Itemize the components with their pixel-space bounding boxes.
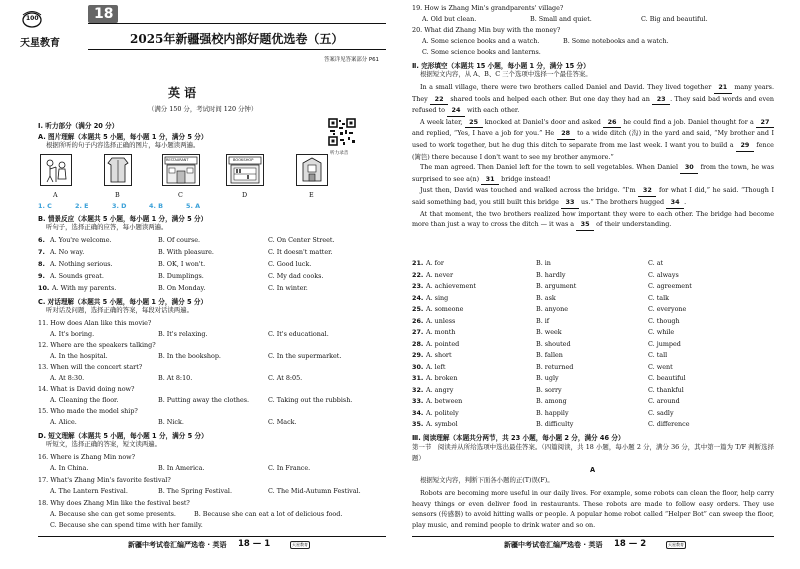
qr-code[interactable] — [328, 118, 356, 146]
option-row-34-c[interactable]: C. sadly — [648, 408, 674, 417]
picture-d-bookshop — [226, 154, 264, 186]
question-10-option-c: C. In winter. — [268, 284, 308, 292]
question-9-option-a: A. Sounds great. — [50, 272, 104, 280]
option-row-28-b[interactable]: B. shouted — [536, 339, 571, 348]
option-row-27-number: 27. — [412, 328, 424, 336]
blank-33[interactable]: 33 — [561, 197, 579, 209]
question-13-option-c: C. At 8:05. — [268, 374, 303, 382]
question-14: 14. What is David doing now? — [38, 385, 135, 393]
question-6-number: 6. — [38, 236, 45, 244]
question-10-option-b: B. On Monday. — [158, 284, 206, 292]
option-row-26-number: 26. — [412, 316, 424, 325]
picture-e-building — [296, 154, 328, 186]
option-row-23-number: 23. — [412, 282, 424, 290]
cloze-p2-b: knocked at Daniel's door and asked — [484, 117, 601, 126]
question-17: 17. What's Zhang Min's favorite festival? — [38, 476, 171, 484]
option-row-32-c[interactable]: C. thankful — [648, 385, 684, 394]
question-20: 20. What did Zhang Min buy with the money? — [412, 26, 561, 34]
logo-brand: 天星教育 — [20, 38, 60, 49]
option-row-22-a[interactable]: A. never — [426, 270, 454, 279]
blank-23[interactable]: 23 — [652, 94, 670, 106]
option-row-35-a[interactable]: A. symbol — [426, 420, 458, 428]
option-row-24-b[interactable]: B. ask — [536, 293, 556, 302]
question-15-option-b: B. Nick. — [158, 418, 184, 426]
option-row-29-number: 29. — [412, 351, 424, 359]
question-7-option-a: A. No way. — [50, 248, 85, 256]
blank-26[interactable]: 26 — [603, 117, 621, 129]
option-row-28-c[interactable]: C. jumped — [648, 339, 681, 348]
question-6-option-b: B. Of course. — [158, 236, 201, 244]
cloze-p3-c: bridge instead! — [501, 174, 551, 183]
blank-24[interactable]: 24 — [447, 105, 465, 117]
left-spacer — [0, 0, 1, 569]
question-19: 19. How is Zhang Min's grandparents' village? — [412, 4, 564, 12]
option-row-31-b[interactable]: B. ugly — [536, 374, 559, 382]
cloze-p1-c: shared tools and helped each other. But one day they had an — [450, 94, 650, 103]
question-7-option-c: C. It doesn't matter. — [268, 248, 333, 256]
option-row-34-a[interactable]: A. politely — [426, 408, 459, 417]
question-8-option-b: B. OK, I won't. — [158, 260, 206, 268]
cloze-p1-a: In a small village, there were two brothers called Daniel and David. They lived together — [420, 83, 712, 91]
question-6-option-a: A. You're welcome. — [50, 236, 112, 244]
cloze-title: Ⅱ. 完形填空（本题共 15 小题，每小题 1 分，满分 15 分） — [412, 62, 590, 70]
question-19-option-c: C. Big and beautiful. — [641, 15, 708, 23]
option-row-24-number: 24. — [412, 293, 424, 302]
option-row-22-number: 22. — [412, 270, 424, 279]
listening-a-title: A. 图片理解（本题共 5 小题，每小题 1 分，满分 5 分） — [38, 133, 208, 141]
option-row-25-number: 25. — [412, 305, 424, 313]
answer-2: 2. E — [75, 202, 89, 210]
question-16: 16. Where is Zhang Min now? — [38, 453, 136, 461]
option-row-31-number: 31. — [412, 374, 424, 382]
cloze-p1-e: with each other. — [467, 106, 520, 115]
question-19-option-b: B. Small and quiet. — [530, 15, 592, 23]
question-15-option-a: A. Alice. — [50, 418, 77, 426]
option-row-24-a[interactable]: A. sing — [426, 293, 449, 302]
question-13-option-b: B. At 8:10. — [158, 374, 193, 382]
answer-1: 1. C — [38, 202, 52, 210]
passage-a-label: A — [590, 466, 596, 474]
listening-c-instruction: 听对话及问题，选择正确的答案，每段对话读两遍。 — [46, 306, 193, 314]
option-row-23-b[interactable]: B. argument — [536, 282, 577, 290]
option-row-35-c[interactable]: C. difference — [648, 420, 690, 428]
blank-29[interactable]: 29 — [736, 140, 754, 152]
question-10-number: 10. — [38, 284, 50, 292]
question-11-option-a: A. It's boring. — [50, 330, 95, 338]
option-row-26-b[interactable]: B. if — [536, 316, 550, 325]
header-rule — [88, 23, 386, 24]
right-page — [400, 0, 800, 569]
score-line: （满分 150 分，考试时间 120 分钟） — [148, 105, 258, 113]
logo-number: 100 — [26, 15, 39, 22]
option-row-33-a[interactable]: A. between — [426, 397, 463, 405]
listening-d-title: D. 短文理解（本题共 5 小题，每小题 1 分，满分 5 分） — [38, 432, 208, 440]
option-row-21-c[interactable]: C. at — [648, 259, 664, 267]
footer-stamp-right: 天星教育 — [668, 542, 684, 547]
question-15-option-c: C. Mack. — [268, 418, 297, 426]
option-row-26-c[interactable]: C. though — [648, 316, 680, 325]
question-17-option-c: C. The Mid-Autumn Festival. — [268, 487, 361, 495]
blank-35[interactable]: 35 — [576, 219, 594, 231]
cloze-p2-f: fence (篱笆) there because I don't want to see my brother anymore.” — [412, 140, 774, 161]
picture-label-b: B — [115, 191, 120, 199]
option-row-35-b[interactable]: B. difficulty — [536, 420, 574, 428]
picture-c-restaurant — [162, 154, 200, 186]
footer-rule — [38, 536, 386, 537]
option-row-25-b[interactable]: B. anyone — [536, 305, 569, 313]
option-row-32-number: 32. — [412, 385, 424, 394]
option-row-22-b[interactable]: B. hardly — [536, 270, 566, 279]
answer-reference: 答案详见答案部分 P61 — [324, 57, 379, 63]
option-row-33-b[interactable]: B. among — [536, 397, 567, 405]
reading-title: Ⅲ. 阅读理解（本题共分两节，共 23 小题，每小题 2 分，满分 46 分） — [412, 434, 625, 442]
blank-25[interactable]: 25 — [465, 117, 483, 129]
question-14-option-a: A. Cleaning the floor. — [50, 396, 119, 404]
picture-label-a: A — [53, 191, 58, 199]
picture-a-kids-cleaning — [40, 154, 72, 186]
option-row-23-a[interactable]: A. achievement — [426, 282, 476, 290]
listening-d-instruction: 听短文，选择正确的答案，短文读两遍。 — [46, 440, 162, 448]
exam-title: 2025年新疆强校内部好题优选卷（五） — [130, 32, 344, 46]
question-17-option-b: B. The Spring Festival. — [158, 487, 233, 495]
blank-34[interactable]: 34 — [666, 197, 684, 209]
listening-a-instruction: 根据所听的句子内容选择正确的图片，每小题读两遍。 — [46, 141, 200, 149]
option-row-27-a[interactable]: A. month — [426, 328, 456, 336]
question-15: 15. Who made the model ship? — [38, 407, 138, 415]
cloze-p2-e: to a wide ditch (沟) in the yard and said, “My brother and I used to work together, but he dug this ditch to separate from me last week. I want you to build a — [412, 129, 774, 149]
option-row-30-a[interactable]: A. left — [426, 362, 446, 371]
cloze-p4-c: us.” The brothers hugged — [581, 197, 665, 206]
subject-title: 英 语 — [168, 86, 197, 100]
question-14-option-b: B. Putting away the clothes. — [158, 396, 250, 404]
option-row-26-a[interactable]: A. unless — [426, 316, 456, 325]
question-18-option-a: A. Because she can get some presents. — [50, 510, 176, 518]
cloze-p4-a: Just then, David was touched and walked across the bridge. “I'm — [420, 186, 636, 195]
option-row-33-number: 33. — [412, 397, 424, 405]
question-6-option-c: C. On Center Street. — [268, 236, 335, 244]
option-row-21-b[interactable]: B. in — [536, 259, 551, 267]
header-rule-bottom — [88, 49, 386, 50]
blank-21[interactable]: 21 — [714, 82, 732, 94]
footer-page-right: 18 — 2 — [614, 539, 647, 549]
footer-rule-right — [412, 536, 774, 537]
question-11: 11. How does Alan like this movie? — [38, 319, 152, 327]
blank-22[interactable]: 22 — [430, 94, 448, 106]
question-8-number: 8. — [38, 260, 45, 268]
option-row-29-c[interactable]: C. tall — [648, 351, 668, 359]
option-row-29-b[interactable]: B. fallen — [536, 351, 563, 359]
question-20-option-c: C. Some science books and lanterns. — [422, 48, 541, 56]
reading-section-one: 第一节 阅读并从所给选项中选出最佳答案。（四篇阅读，共 18 小题，每小题 2 分，满分 36 分，其中第一篇为 T/F 判断选择题） — [412, 443, 774, 462]
option-row-33-c[interactable]: C. around — [648, 397, 680, 405]
option-row-35-number: 35. — [412, 420, 424, 428]
question-10-option-a: A. With my parents. — [52, 284, 117, 292]
answer-4: 4. B — [149, 202, 163, 210]
option-row-30-c[interactable]: C. went — [648, 362, 673, 371]
question-17-option-a: A. The Lantern Festival. — [50, 487, 128, 495]
blank-28[interactable]: 28 — [557, 128, 575, 140]
restaurant-sign: RESTAURANT — [166, 158, 189, 162]
option-row-28-number: 28. — [412, 339, 424, 348]
question-18-option-b: B. Because she can eat a lot of delicious food. — [194, 510, 343, 518]
cloze-p2-c: he could find a job. Daniel thought for a — [623, 117, 754, 126]
cloze-passage: In a small village, there were two brothers called Daniel and David. They lived together 21 many years. They 22 shared tools and helped each other. But one day they had an 23 . They said bad words and even refused to 24 with each other. A week later, 25 knocked at Daniel's door and asked 26 he could find a job. Daniel thought for a 27 and replied, “Yes, I have a job for you.” He 28 to a wide ditch (沟) in the yard and said, “My brother and I used to work together, but he dug this ditch to separate from me last week. I want you to build a 29 fence (篱笆) there because I don't want to see my brother anymore.” The man agreed. Then Daniel left for the town to sell vegetables. When Daniel 30 from the town, he was surprised to see a(n) 31 bridge instead! Just then, David was touched and walked across the bridge. “I'm 32 for what I did,” he said. “Though I said something bad, you still built this bridge 33 us.” The brothers hugged 34 . At that moment, the two brothers realized how important they were to each other. The bridge had become more than just a way to cross the ditch — it was a 35 of their understanding. — [412, 82, 774, 231]
option-row-28-a[interactable]: A. pointed — [426, 339, 460, 348]
cloze-p5-a: At that moment, the two brothers realized how important they were to each other. The bridge had become more than just a way to cross the ditch — it was a — [412, 209, 774, 229]
blank-31[interactable]: 31 — [481, 174, 499, 186]
blank-27[interactable]: 27 — [756, 117, 774, 129]
option-row-34-number: 34. — [412, 408, 424, 417]
cloze-p2-a: A week later, — [420, 117, 463, 126]
picture-label-d: D — [242, 191, 248, 199]
listening-b-instruction: 听句子，选择正确的应答，每小题读两遍。 — [46, 223, 168, 231]
question-16-option-a: A. In China. — [50, 464, 89, 472]
option-row-27-b[interactable]: B. week — [536, 328, 562, 336]
cloze-p4-b: for what I did,” he said. “Though I said something bad, you still built this bridge — [412, 186, 774, 206]
cloze-p3-b: from the town, he was surprised to see a(n) — [412, 163, 774, 183]
question-18: 18. Why does Zhang Min like the festival best? — [38, 499, 190, 507]
picture-label-c: C — [178, 191, 183, 199]
publisher-logo — [18, 6, 68, 50]
option-row-30-b[interactable]: B. returned — [536, 362, 574, 371]
question-13-option-a: A. At 8:30. — [50, 374, 85, 382]
picture-label-e: E — [309, 191, 314, 199]
question-11-option-b: B. It's relaxing. — [158, 330, 208, 338]
blank-30[interactable]: 30 — [680, 162, 698, 174]
question-16-option-c: C. In France. — [268, 464, 311, 472]
blank-32[interactable]: 32 — [638, 185, 656, 197]
question-18-option-c: C. Because she can spend time with her family. — [50, 521, 203, 529]
question-16-option-b: B. In America. — [158, 464, 205, 472]
question-12: 12. Where are the speakers talking? — [38, 341, 156, 349]
picture-b-jacket — [104, 154, 132, 186]
listening-c-title: C. 对话理解（本题共 5 小题，每小题 1 分，满分 5 分） — [38, 298, 208, 306]
question-12-option-a: A. In the hospital. — [50, 352, 108, 360]
option-row-32-b[interactable]: B. sorry — [536, 385, 562, 394]
question-12-option-b: B. In the bookshop. — [158, 352, 221, 360]
option-row-21-a[interactable]: A. for — [426, 259, 444, 267]
cloze-instruction: 根据短文内容，从 A、B、C 三个选项中选择一个最佳答案。 — [420, 70, 592, 78]
option-row-24-c[interactable]: C. talk — [648, 293, 670, 302]
listening-title: Ⅰ. 听力部分（满分 20 分） — [38, 122, 119, 130]
footer-title-left: 新疆中考试卷汇编严选卷 · 英语 — [128, 541, 227, 549]
answer-3: 3. D — [112, 202, 127, 210]
question-9-option-c: C. My dad cooks. — [268, 272, 324, 280]
question-9-option-b: B. Dumplings. — [158, 272, 204, 280]
passage-a-text: Robots are becoming more useful in our daily lives. For example, some robots can clean the floor, help carry heavy things or even deliver food in restaurants. These robots are made to follow easy orders. They use sensors (传感器) to avoid hitting walls or people. A popular home robot called “Helper Bot” can sweep the floor, play music, and remind people to drink water and so on. — [412, 489, 774, 529]
option-row-30-number: 30. — [412, 362, 424, 371]
option-row-31-a[interactable]: A. broken — [426, 374, 458, 382]
answer-5: 5. A — [186, 202, 201, 210]
page-tab — [88, 5, 118, 23]
qr-caption: 听力录音 — [330, 151, 349, 156]
option-row-22-c[interactable]: C. always — [648, 270, 679, 279]
question-20-option-a: A. Some science books and a watch. — [422, 37, 540, 45]
cloze-p1-b: many years. They — [412, 83, 774, 103]
question-8-option-a: A. Nothing serious. — [50, 260, 113, 268]
option-row-29-a[interactable]: A. short — [426, 351, 452, 359]
page-tab-number: 18 — [94, 6, 114, 22]
question-14-option-c: C. Taking out the rubbish. — [268, 396, 353, 404]
question-13: 13. When will the concert start? — [38, 363, 143, 371]
question-8-option-c: C. Good luck. — [268, 260, 312, 268]
cloze-p1-d: . They said bad words and even refused to — [412, 94, 774, 115]
option-row-34-b[interactable]: B. happily — [536, 408, 569, 417]
question-7-option-b: B. With pleasure. — [158, 248, 214, 256]
option-row-27-c[interactable]: C. while — [648, 328, 675, 336]
question-7-number: 7. — [38, 248, 45, 256]
cloze-p3-a: The man agreed. Then Daniel left for the town to sell vegetables. When Daniel — [420, 163, 679, 172]
listening-b-title: B. 情景反应（本题共 5 小题，每小题 1 分，满分 5 分） — [38, 215, 208, 223]
question-19-option-a: A. Old but clean. — [422, 15, 477, 23]
cloze-p2-d: and replied, “Yes, I have a job for you.” He — [412, 129, 555, 138]
option-row-32-a[interactable]: A. angry — [426, 385, 454, 394]
option-row-25-c[interactable]: C. everyone — [648, 305, 687, 313]
option-row-25-a[interactable]: A. someone — [426, 305, 464, 313]
option-row-31-c[interactable]: C. beautiful — [648, 374, 686, 382]
question-9-number: 9. — [38, 272, 45, 280]
option-row-21-number: 21. — [412, 259, 424, 267]
option-row-23-c[interactable]: C. agreement — [648, 282, 692, 290]
question-20-option-b: B. Some notebooks and a watch. — [563, 37, 669, 45]
footer-page-left: 18 — 1 — [238, 539, 271, 549]
footer-title-right: 新疆中考试卷汇编严选卷 · 英语 — [504, 541, 603, 549]
cloze-p5-b: of their understanding. — [596, 220, 672, 229]
bookshop-sign: BOOKSHOP — [233, 158, 254, 162]
passage-a-instruction: 根据短文内容，判断下面各小题的正(T)误(F)。 — [420, 476, 554, 484]
question-11-option-c: C. It's educational. — [268, 330, 329, 338]
question-12-option-c: C. In the supermarket. — [268, 352, 342, 360]
footer-stamp-left: 天星教育 — [292, 542, 308, 547]
